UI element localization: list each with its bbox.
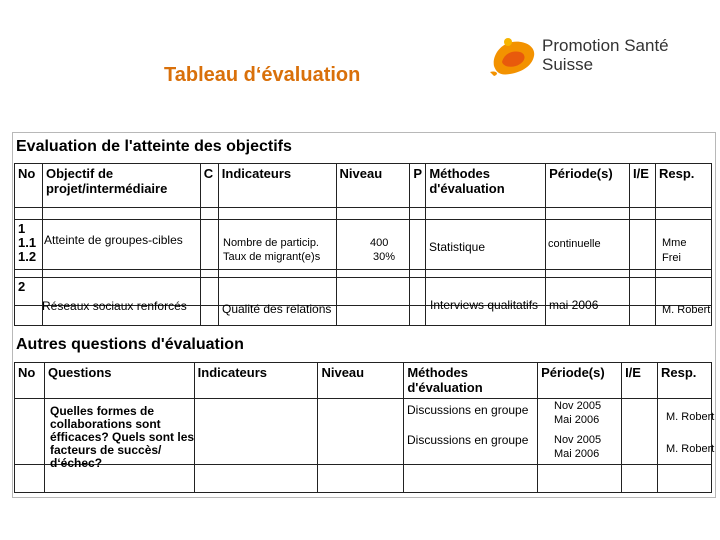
logo-mark-icon <box>488 36 538 78</box>
methode-text: Statistique <box>429 240 486 254</box>
header-indicateurs: Indicateurs <box>218 164 336 208</box>
header-questions: Questions <box>44 363 194 399</box>
header-resp: Resp. <box>658 363 712 399</box>
methode-text: Interviews qualitatifs <box>430 298 539 312</box>
header-c: C <box>200 164 218 208</box>
niveau-value: 400 <box>370 237 389 249</box>
logo-line-2: Suisse <box>542 55 594 74</box>
periode-text: Nov 2005 <box>554 400 602 412</box>
objectives-header-row <box>15 164 712 208</box>
row-number: 1 <box>18 221 26 236</box>
methode-text: Discussions en groupe <box>407 433 529 447</box>
objectives-section-title: Evaluation de l'atteinte des objectifs <box>16 138 292 155</box>
periode-text: Nov 2005 <box>554 434 602 446</box>
periode-text: Mai 2006 <box>554 448 600 460</box>
question-text: Quelles formes de collaborations sont éfficaces? Quels sont les facteurs de succès/ d‘échec? <box>50 404 195 470</box>
page-title: Tableau d‘évaluation <box>164 64 361 86</box>
row-number: 2 <box>18 279 26 294</box>
header-no: No <box>15 164 43 208</box>
indicator-text: Taux de migrant(e)s <box>223 251 321 263</box>
periode-text: mai 2006 <box>549 298 599 312</box>
header-p: P <box>410 164 426 208</box>
header-ie: I/E <box>622 363 658 399</box>
header-indicateurs: Indicateurs <box>194 363 318 399</box>
resp-text: M. Robert <box>666 443 715 455</box>
resp-text: M. Robert <box>662 304 711 316</box>
header-niveau: Niveau <box>336 164 410 208</box>
objective-text: Réseaux sociaux renforcés <box>42 299 187 313</box>
resp-text: M. Robert <box>666 411 715 423</box>
header-niveau: Niveau <box>318 363 404 399</box>
row-number: 1.2 <box>18 249 37 264</box>
periode-text: continuelle <box>548 238 601 250</box>
header-periode: Période(s) <box>546 164 630 208</box>
periode-text: Mai 2006 <box>554 414 600 426</box>
header-ie: I/E <box>630 164 656 208</box>
other-header-row <box>15 363 712 399</box>
indicator-text: Nombre de particip. <box>223 237 319 249</box>
header-periode: Période(s) <box>538 363 622 399</box>
header-no: No <box>15 363 45 399</box>
header-methodes: Méthodes d'évaluation <box>426 164 546 208</box>
objective-text: Atteinte de groupes-cibles <box>44 233 183 247</box>
other-questions-section-title: Autres questions d'évaluation <box>16 336 244 353</box>
logo-line-1: Promotion Santé <box>542 36 669 55</box>
header-methodes: Méthodes d'évaluation <box>404 363 538 399</box>
indicator-text: Qualité des relations <box>222 302 332 316</box>
methode-text: Discussions en groupe <box>407 403 529 417</box>
resp-text: Frei <box>662 252 681 264</box>
header-objectif: Objectif de projet/intermédiaire <box>42 164 200 208</box>
promotion-sante-logo <box>488 34 678 84</box>
resp-text: Mme <box>662 237 687 249</box>
header-resp: Resp. <box>655 164 711 208</box>
row-number: 1.1 <box>18 235 37 250</box>
niveau-value: 30% <box>373 251 396 263</box>
